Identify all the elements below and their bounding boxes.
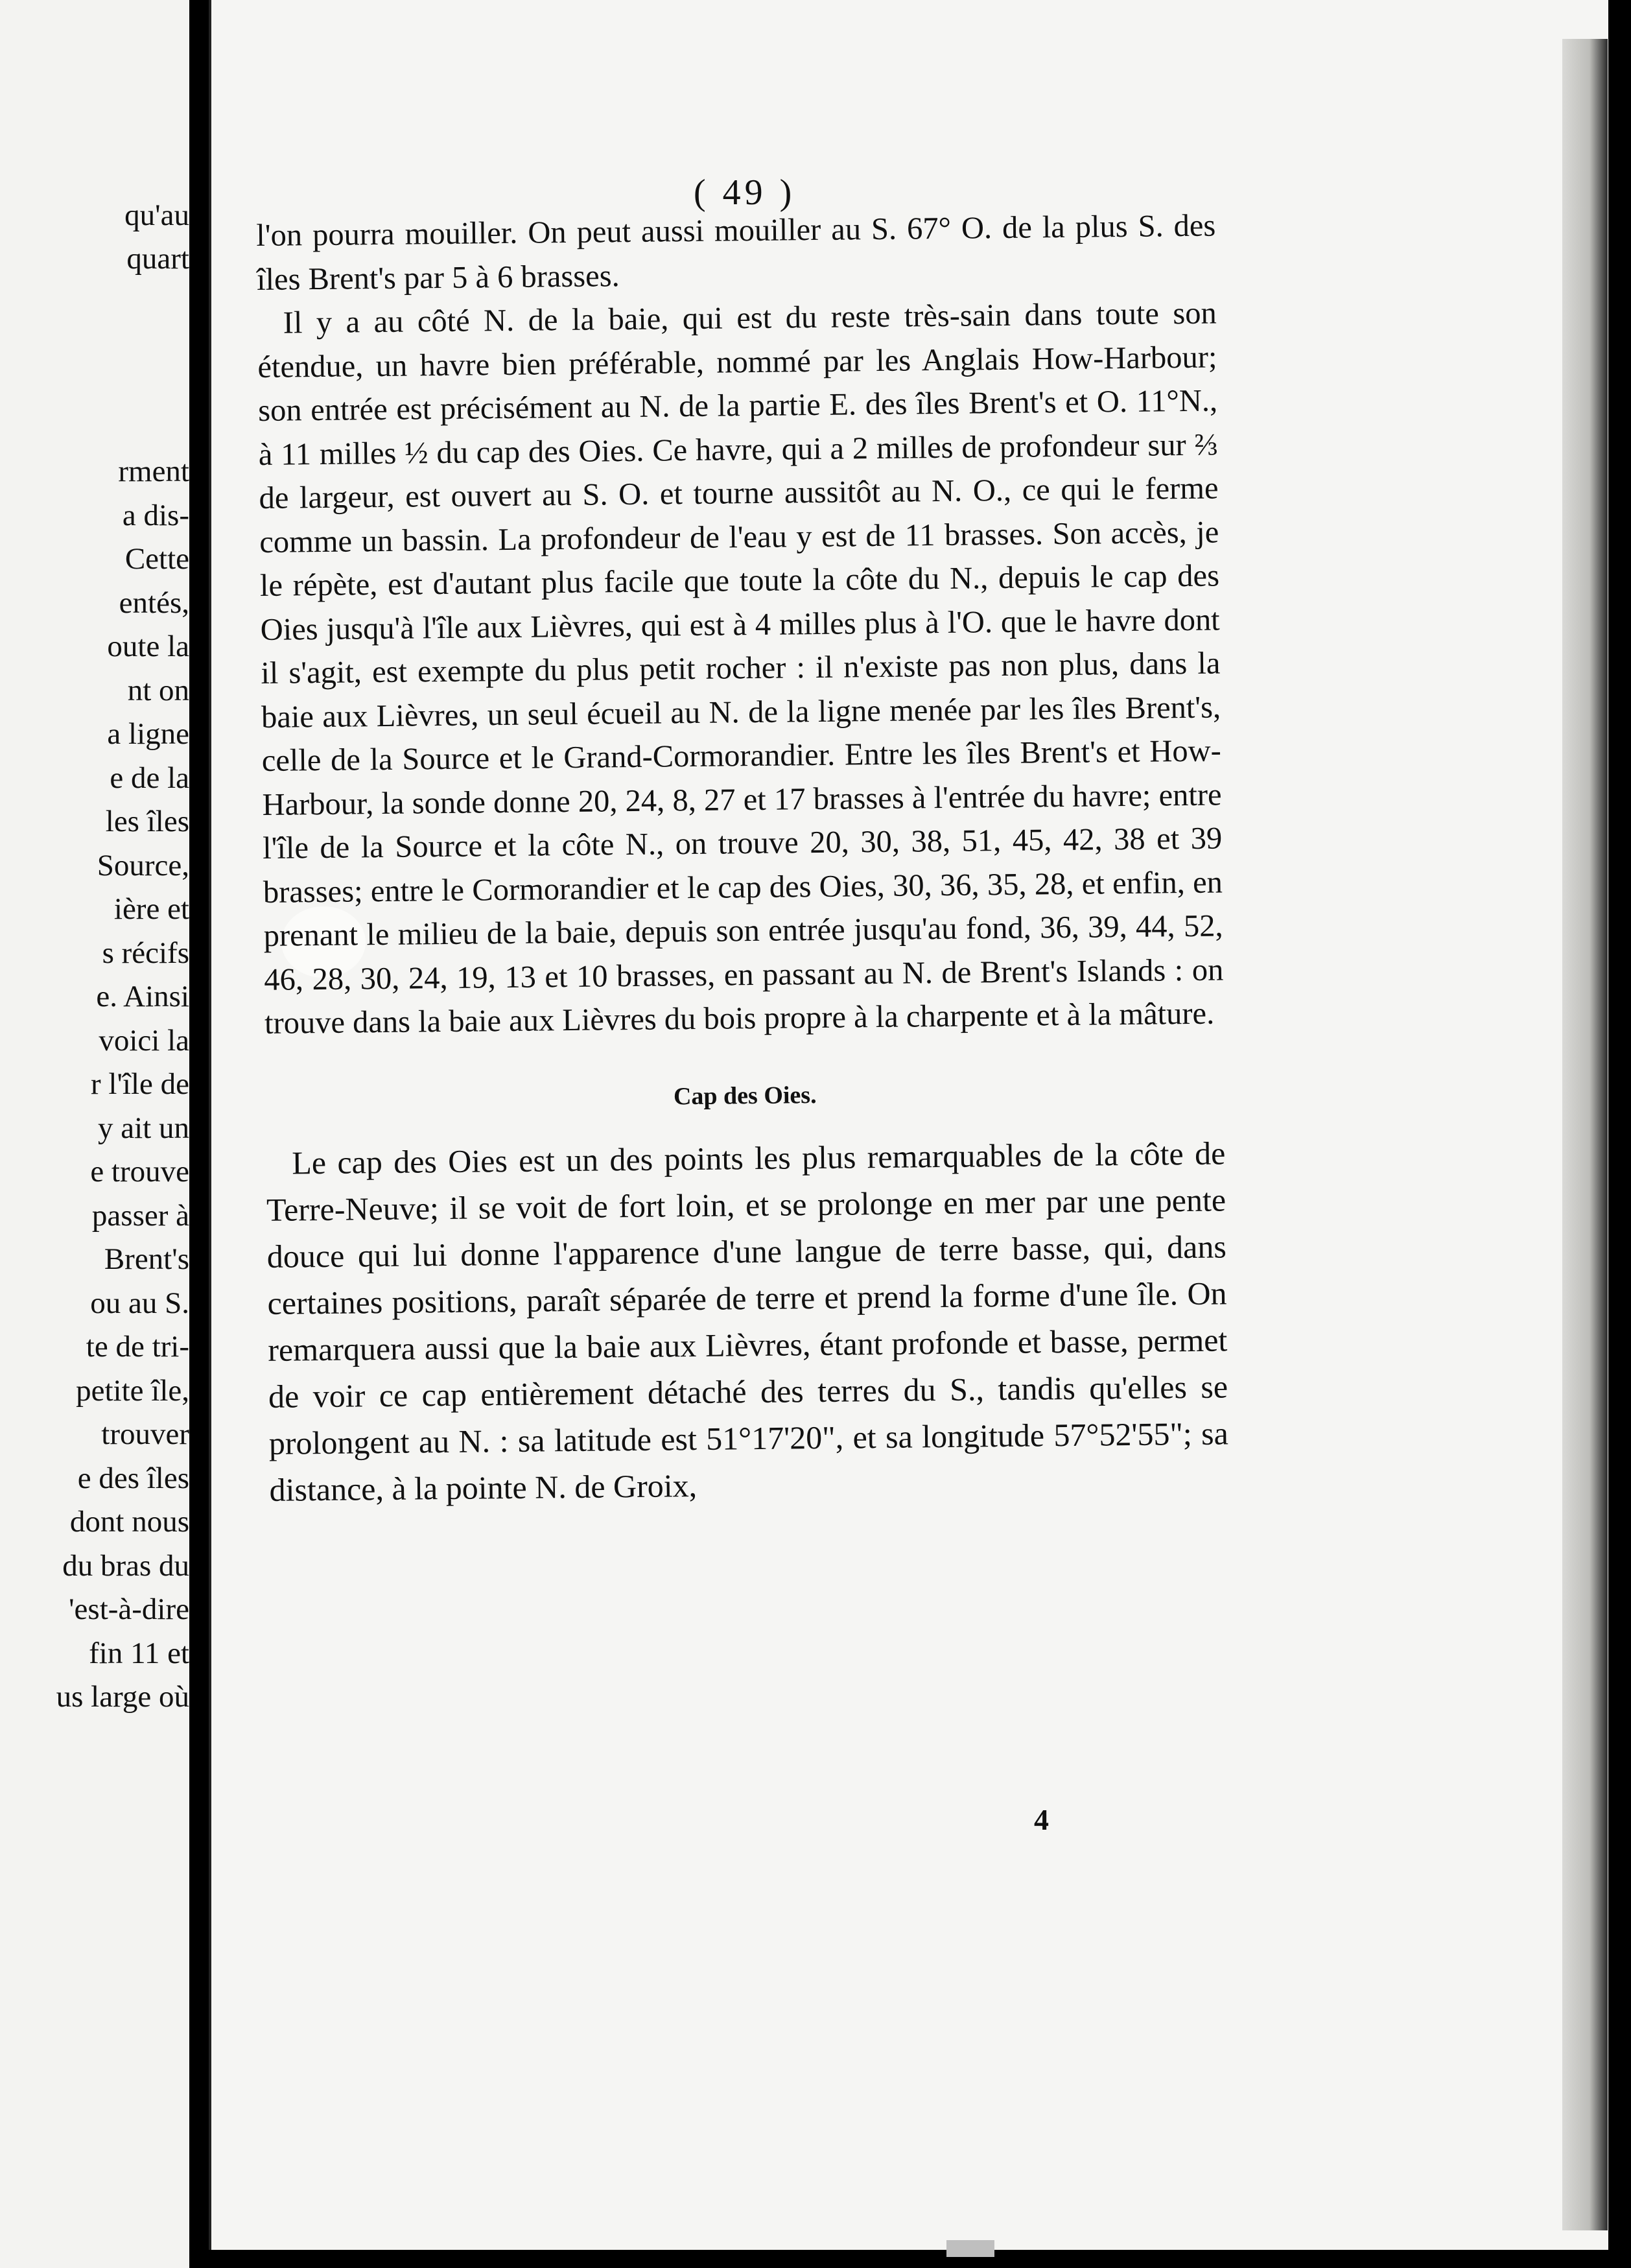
left-fragment: r l'île de xyxy=(90,1067,189,1101)
left-fragment: trouver xyxy=(101,1417,189,1451)
left-fragment: voici la xyxy=(99,1024,189,1057)
left-fragment: rment xyxy=(118,455,189,488)
book-gutter xyxy=(189,0,206,2268)
left-fragment: e. Ainsi xyxy=(96,980,189,1013)
left-fragment: dont nous xyxy=(69,1505,189,1539)
page-body xyxy=(256,204,1229,1513)
page-edge-shadow xyxy=(1562,39,1608,2230)
body-paragraph: l'on pourra mouiller. On peut aussi mouiller au S. 67° O. de la plus S. des îles Brent's par 5 à 6 brasses. xyxy=(256,208,1216,297)
left-fragment: y ait un xyxy=(98,1111,189,1145)
left-fragment: quart xyxy=(126,242,189,276)
left-fragment: ière et xyxy=(113,892,189,926)
section-paragraph: Le cap des Oies est un des points les plus remarquables de la côte de Terre-Neuve; il se voit de fort loin, et se prolonge en mer par une pente douce qui lui donne l'apparence d'une langue de terre basse, qui, dans certaines positions, paraît séparée de terre et prend la forme d'une île. On remarquera aussi que la baie aux Lièvres, étant profonde et basse, permet de voir ce cap entièrement détaché des terres du S., tandis qu'elles se prolongent au N. : sa latitude est 51°17'20", et sa longitude 57°52'55"; sa distance, à la pointe N. de Groix, xyxy=(266,1135,1229,1508)
left-fragment: entés, xyxy=(119,586,189,620)
left-fragment: us large où xyxy=(56,1680,189,1714)
left-fragment: qu'au xyxy=(124,198,189,232)
left-fragment: passer à xyxy=(91,1199,189,1233)
left-fragment: s récifs xyxy=(102,936,189,970)
left-fragment: e trouve xyxy=(90,1155,189,1188)
page-number: ( 49 ) xyxy=(694,172,796,213)
left-fragment: ou au S. xyxy=(90,1286,189,1320)
body-paragraph: Il y a au côté N. de la baie, qui est du reste très-sain dans toute son étendue, un havre bien préférable, nommé par les Anglais How-Harbour; son entrée est précisément au N. de la partie E. des îles Brent's et O. 11°N., à 11 milles ½ du cap des Oies. Ce havre, qui a 2 milles de profondeur sur ⅔ de largeur, est ouvert au S. O. et tourne aussitôt au N. O., ce qui le ferme comme un bassin. La profondeur de l'eau y est de 11 brasses. Son accès, je le répète, est d'autant plus facile que toute la côte du N., depuis le cap des Oies jusqu'à l'île aux Lièvres, qui est à 4 milles plus à l'O. que le havre dont il s'agit, est exempte du plus petit rocher : il n'existe pas non plus, dans la baie aux Lièvres, un seul écueil au N. de la ligne menée par les îles Brent's, celle de la Source et le Grand-Cormorandier. Entre les îles Brent's et How-Harbour, la sonde donne 20, 24, 8, 27 et 17 brasses à l'entrée du havre; entre l'île de la Source et la côte N., on trouve 20, 30, 38, 51, 45, 42, 38 et 39 brasses; entre le Cormorandier et le cap des Oies, 30, 36, 35, 28, et enfin, en prenant le milieu de la baie, depuis son entrée jusqu'au fond, 36, 39, 44, 52, 46, 28, 30, 24, 19, 13 et 10 brasses, en passant au N. de Brent's Islands : on trouve dans la baie aux Lièvres du bois propre à la charpente et à la mâture. xyxy=(257,296,1224,1041)
left-fragment: fin 11 et xyxy=(89,1636,189,1670)
left-facing-page xyxy=(0,0,194,2268)
left-fragment: Source, xyxy=(97,849,189,882)
left-fragment: te de tri- xyxy=(86,1330,189,1364)
left-fragment: du bras du xyxy=(62,1549,189,1583)
left-fragment: a ligne xyxy=(107,717,189,751)
left-fragment: e de la xyxy=(110,761,189,795)
left-fragment: e des îles xyxy=(77,1461,189,1495)
left-fragment: a dis- xyxy=(122,499,189,532)
left-fragment: oute la xyxy=(107,630,189,663)
left-fragment: 'est-à-dire xyxy=(69,1592,189,1626)
left-fragment: Cette xyxy=(124,542,189,576)
left-fragment: les îles xyxy=(105,805,189,838)
section-heading: Cap des Oies. xyxy=(673,1081,817,1110)
left-fragment: Brent's xyxy=(104,1242,189,1276)
left-fragment: petite île, xyxy=(76,1374,189,1408)
scan-artifact xyxy=(946,2240,994,2257)
signature-mark: 4 xyxy=(1034,1803,1049,1836)
left-fragment: nt on xyxy=(127,674,189,707)
